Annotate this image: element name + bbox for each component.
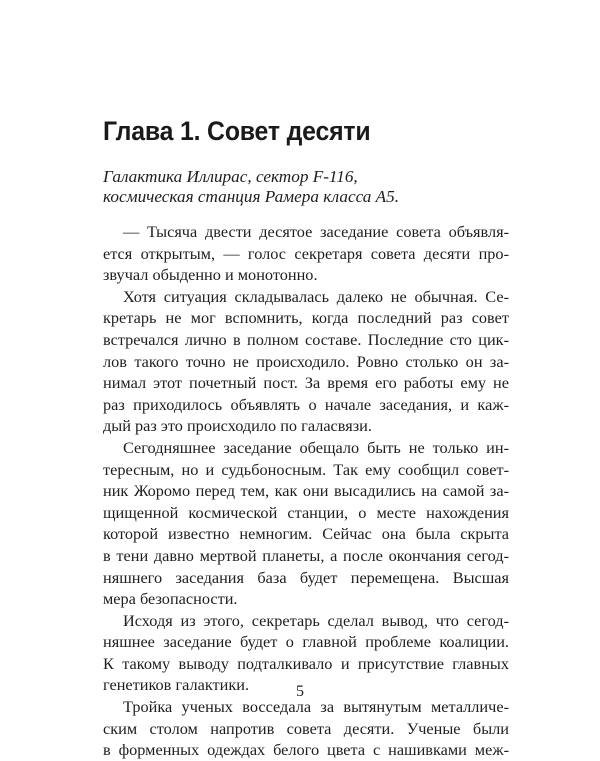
chapter-title: Глава 1. Совет десяти: [103, 116, 371, 146]
text-line: встречался лично в полном составе. Последние сто цик-: [103, 329, 509, 349]
epigraph-line: Галактика Иллирас, сектор F-116,: [103, 167, 358, 186]
text-line: Тройка ученых восседала за вытянутым металличе-: [123, 697, 509, 717]
page-number: 5: [296, 683, 304, 700]
text-line: няшнее заседание будет о главной проблеме коалиции.: [103, 632, 509, 652]
text-line: щищенной космической станции, о месте нахождения: [103, 502, 509, 522]
epigraph-line: космическая станция Рамера класса А5.: [103, 187, 400, 206]
text-line: Хотя ситуация складывалась далеко не обычная. Се-: [123, 286, 509, 306]
text-line: ник Жоромо перед тем, как они высадились на самой за-: [103, 481, 509, 501]
paragraph: [103, 286, 509, 437]
text-line: тересным, но и судьбоносным. Так ему сообщил совет-: [103, 459, 509, 479]
paragraph: [103, 696, 509, 761]
text-line: в тени давно мертвой планеты, а после окончания сегод-: [103, 545, 509, 565]
text-line: раз приходилось объявлять о начале заседания, и каж-: [103, 394, 509, 414]
text-line: лов такого точно не происходило. Ровно столько он за-: [103, 351, 509, 371]
text-line: К такому выводу подталкивало и присутствие главных: [103, 653, 509, 673]
text-line: ским столом напротив совета десяти. Ученые были: [103, 718, 509, 738]
text-line: Сегодняшнее заседание обещало быть не только ин-: [123, 437, 509, 457]
text-line: которой известно немногим. Сейчас она была скрыта: [103, 524, 509, 544]
text-line: мера безопасности.: [103, 589, 238, 609]
epigraph-location: [103, 167, 523, 207]
text-line: звучал обыденно и монотонно.: [103, 265, 318, 285]
text-line: — Тысяча двести десятое заседание совета объявля-: [123, 222, 509, 241]
text-line: няшнего заседания база будет перемещена. Высшая: [103, 567, 509, 587]
text-line: ется открытым, — голос секретаря совета десяти про-: [103, 243, 509, 263]
text-line: генетиков галактики.: [103, 675, 250, 695]
text-line: кретарь не мог вспомнить, когда последний раз совет: [103, 308, 509, 328]
text-line: Исходя из этого, секретарь сделал вывод, что сегод-: [123, 610, 509, 630]
chapter-body-text: [103, 221, 509, 761]
text-line: нимал этот почетный пост. За время его работы ему не: [103, 373, 509, 393]
text-line: дый раз это происходило по галасвязи.: [103, 416, 372, 436]
text-line: в форменных одеждах белого цвета с нашивками меж-: [103, 740, 509, 760]
paragraph: [103, 221, 509, 286]
paragraph: [103, 437, 509, 610]
